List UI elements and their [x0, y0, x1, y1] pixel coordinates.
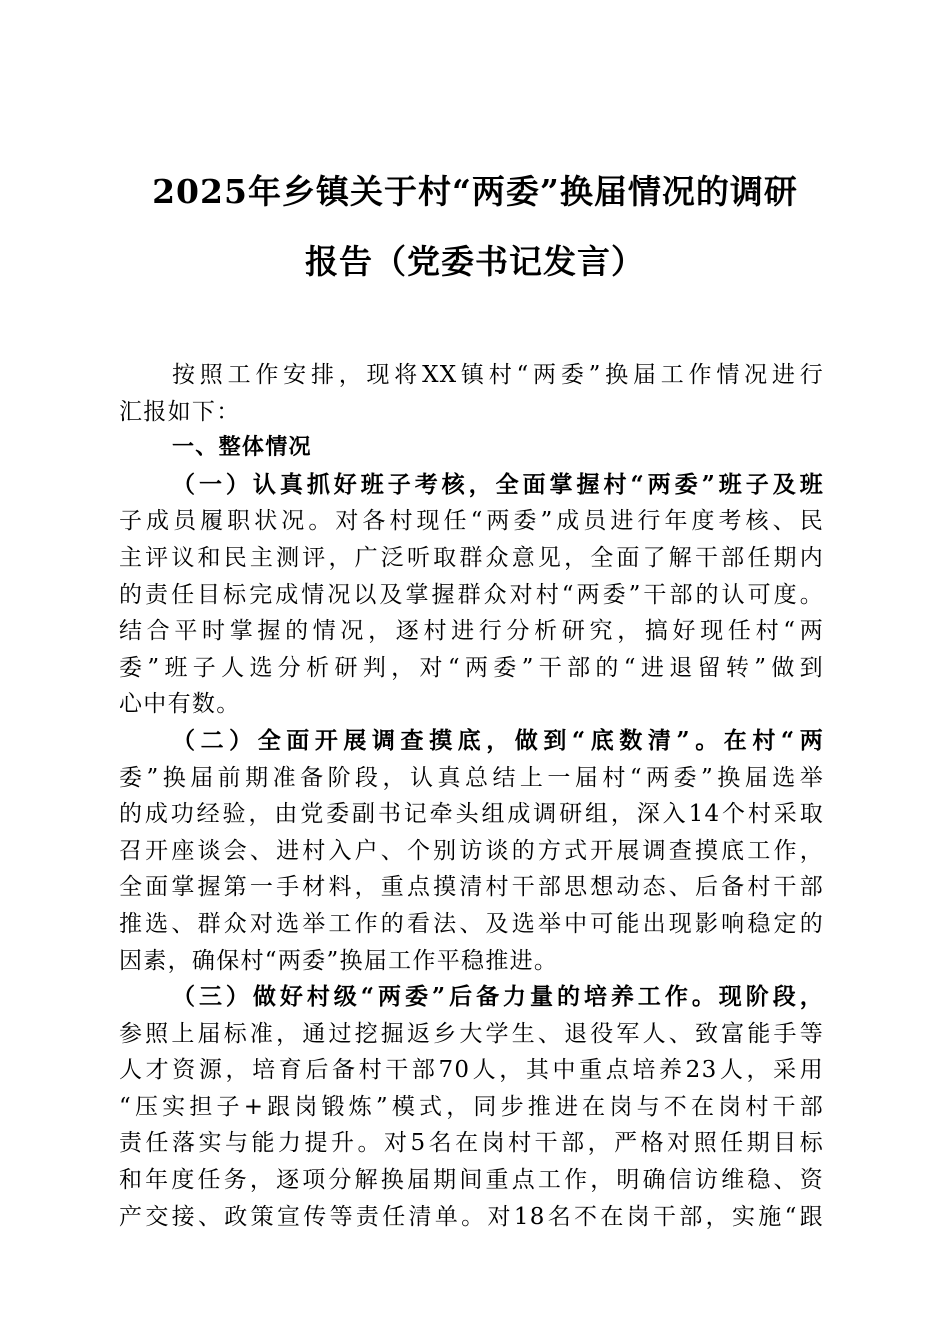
body-line: 心中有数。	[119, 691, 241, 718]
body-line: “压实担子+跟岗锻炼”模式，同步推进在岗与不在岗村干部	[119, 1093, 824, 1120]
body-line: 汇报如下：	[119, 398, 241, 425]
subsection-heading: （三）做好村级“两委”后备力量的培养工作。现阶段，	[172, 983, 824, 1011]
body-line: 推选、群众对选举工作的看法、及选举中可能出现影响稳定的	[119, 910, 824, 937]
body-line: 的责任目标完成情况以及掌握群众对村“两委”干部的认可度。	[119, 581, 824, 608]
body-line: 人才资源，培育后备村干部70人，其中重点培养23人，采用	[119, 1057, 824, 1084]
section-heading: 一、整体情况	[172, 435, 312, 461]
body-line: 产交接、政策宣传等责任清单。对18名不在岗干部，实施“跟	[119, 1203, 824, 1230]
body-line: 委”班子人选分析研判，对“两委”干部的“进退留转”做到	[119, 654, 824, 681]
body-line: 全面掌握第一手材料，重点摸清村干部思想动态、后备村干部	[119, 874, 824, 901]
body-line: 参照上届标准，通过挖掘返乡大学生、退役军人、致富能手等	[119, 1020, 824, 1047]
body-line: 因素，确保村“两委”换届工作平稳推进。	[119, 947, 559, 974]
subsection-heading: （二）全面开展调查摸底，做到“底数清”。在村“两	[172, 726, 824, 754]
body-line: 按照工作安排，现将XX镇村“两委”换届工作情况进行	[172, 362, 824, 388]
body-line: 主评议和民主测评，广泛听取群众意见，全面了解干部任期内	[119, 544, 824, 571]
body-line: 委”换届前期准备阶段，认真总结上一届村“两委”换届选举	[119, 764, 824, 791]
document-body	[119, 357, 824, 1235]
body-line: 子成员履职状况。对各村现任“两委”成员进行年度考核、民	[119, 508, 824, 535]
document-title-line-2: 报告（党委书记发言）	[305, 242, 645, 281]
body-line: 责任落实与能力提升。对5名在岗村干部，严格对照任期目标	[119, 1130, 824, 1157]
body-line: 结合平时掌握的情况，逐村进行分析研究，搞好现任村“两	[119, 618, 824, 645]
document-title-line-1: 2025年乡镇关于村“两委”换届情况的调研	[152, 172, 798, 211]
subsection-heading: （一）认真抓好班子考核，全面掌握村“两委”班子及班	[172, 470, 824, 498]
body-line: 的成功经验，由党委副书记牵头组成调研组，深入14个村采取	[119, 801, 824, 828]
body-line: 和年度任务，逐项分解换届期间重点工作，明确信访维稳、资	[119, 1167, 824, 1194]
body-line: 召开座谈会、进村入户、个别访谈的方式开展调查摸底工作，	[119, 837, 824, 864]
